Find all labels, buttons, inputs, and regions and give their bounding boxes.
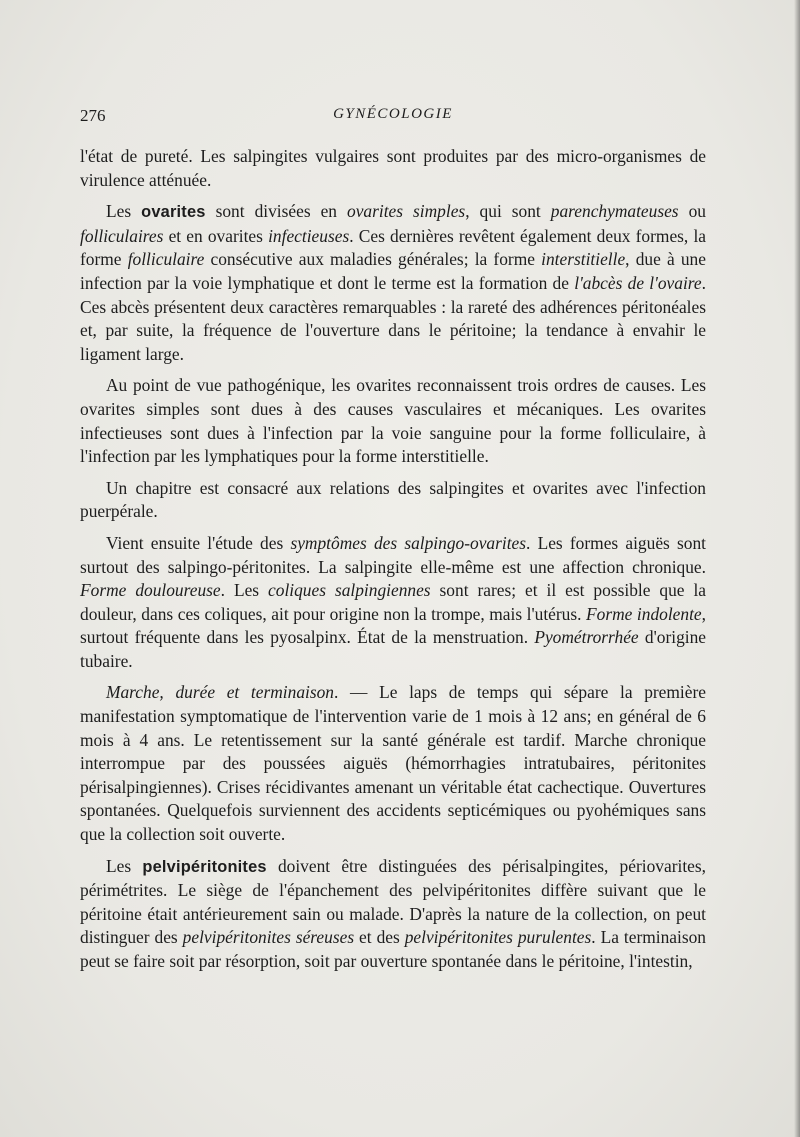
italic-text: coliques salpingiennes: [268, 580, 431, 601]
text-run: sont rares; et il est possible que la douleur, dans ces coliques, ait pour origine non la trompe, mais l'utérus.: [80, 580, 706, 624]
text-run: Les: [106, 201, 142, 222]
text-run: , due à une infection par la voie lymphatique et dont le terme est la formation de: [80, 249, 706, 293]
italic-text: pelvipéritonites purulentes: [404, 927, 592, 948]
italic-text: Forme indolente: [586, 603, 702, 624]
italic-text: folliculaires: [80, 225, 164, 246]
italic-text: ovarites simples: [347, 201, 466, 222]
italic-text: Forme douloureuse: [80, 580, 221, 601]
paragraph: [80, 374, 706, 468]
text-run: doivent être distinguées des périsalpingites, périovarites, périmétrites. Le siège de l'épanchement des pelvipéritonites diffère suivant que le péritoine était antérieurement sain ou malade. D'après la nature de la collection, on peut distinguer des: [80, 855, 706, 948]
paragraph: [80, 200, 706, 366]
text-run: . Ces abcès présentent deux caractères remarquables : la rareté des adhérences péritonéales et, par suite, la fréquence de l'ouverture dans le péritoine; la tendance à envahir le ligament large.: [80, 272, 706, 364]
paragraph: [80, 681, 706, 846]
text-run: ou: [678, 201, 706, 222]
text-run: Vient ensuite l'étude des: [106, 532, 291, 553]
text-run: . — Le laps de temps qui sépare la première manifestation symptomatique de l'intervention varie de 1 mois à 12 ans; en général de 6 mois à 4 ans. Le retentissement sur la santé générale est tardif. Marche chronique interrompue par des poussées aiguës (hémorrhagies intratubaires, péritonites périsalpingiennes). Crises récidivantes amenant un véritable état cachectique. Ouvertures spontanées. Quelquefois surviennent des accidents septicémiques ou pyohémiques sans que la collection soit ouverte.: [80, 682, 706, 845]
paragraph: [80, 532, 706, 674]
text-run: et des: [354, 927, 405, 948]
body-text: [80, 145, 706, 982]
italic-text: infectieuses: [268, 225, 350, 246]
italic-text: parenchymateuses: [550, 201, 679, 222]
text-run: . Les: [220, 580, 269, 601]
text-run: l'état de pureté. Les salpingites vulgaires sont produites par des micro-organismes de virulence atténuée.: [80, 146, 706, 190]
text-run: Les: [106, 855, 143, 876]
italic-text: symptômes des salpingo-ovarites: [290, 532, 527, 553]
page-edge-shadow: [794, 0, 800, 1137]
italic-text: pelvipéritonites séreuses: [182, 927, 355, 948]
text-run: sont divisées en: [205, 201, 347, 222]
text-run: . La terminaison peut se faire soit par résorption, soit par ouverture spontanée dans le péritoine, l'intestin,: [80, 927, 706, 971]
paragraph: [80, 145, 706, 192]
text-run: Un chapitre est consacré aux relations des salpingites et ovarites avec l'infection puerpérale.: [80, 477, 706, 522]
paragraph: [80, 855, 706, 974]
text-run: Au point de vue pathogénique, les ovarites reconnaissent trois ordres de causes. Les ovarites simples sont dues à des causes vasculaires et mécaniques. Les ovarites infectieuses sont dues à l'infection par la voie sanguine pour la forme folliculaire, à l'infection par les lymphatiques pour la forme interstitielle.: [80, 375, 706, 467]
text-run: , surtout fréquente dans les pyosalpinx. État de la menstruation.: [80, 603, 706, 648]
bold-term: ovarites: [141, 203, 206, 222]
italic-text: Marche, durée et terminaison: [106, 682, 335, 703]
text-run: . Les formes aiguës sont surtout des salpingo-péritonites. La salpingite elle-même est une affection chronique.: [80, 532, 706, 577]
page-header: [80, 104, 706, 130]
running-title: GYNÉCOLOGIE: [333, 106, 453, 122]
italic-text: folliculaire: [127, 249, 205, 270]
text-run: . Ces dernières revêtent également deux formes, la forme: [80, 225, 706, 270]
italic-text: interstitielle: [541, 249, 626, 270]
paragraph: [80, 477, 706, 524]
bold-term: pelvipéritonites: [142, 857, 267, 876]
italic-text: l'abcès de l'ovaire: [574, 272, 702, 293]
page-number: 276: [80, 106, 106, 125]
italic-text: Pyométrorrhée: [534, 627, 639, 648]
text-run: consécutive aux maladies générales; la forme: [204, 249, 542, 270]
text-run: d'origine tubaire.: [80, 627, 707, 671]
text-run: , qui sont: [465, 201, 551, 222]
text-run: et en ovarites: [163, 225, 269, 246]
